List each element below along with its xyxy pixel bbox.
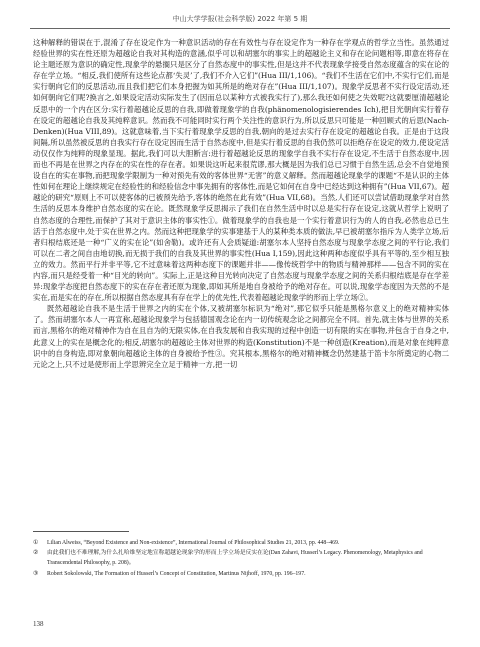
body-text xyxy=(33,37,449,370)
running-header: 中山大学学报(社会科学版) 2022 年第 5 期 xyxy=(172,15,308,23)
footnote-text: 由此我们也不难理解,为什么扎哈维坚定地宣称超越论现象学的形而上学立场是反实在论(Dan Zahavi, Husserl’s Legacy. Phenomenology, Metaphysics and Transcendental Philosophy, p. 208)。 xyxy=(47,550,423,567)
footnote-2 xyxy=(33,548,449,568)
page-number: 138 xyxy=(33,620,44,628)
footnotes xyxy=(33,538,449,579)
footnote-divider xyxy=(33,531,129,532)
footnote-text: Robert Sokolowski, The Formation of Husserl’s Concept of Constitution, Martinus Nijhoff, 1970, pp. 196–197. xyxy=(47,570,306,577)
footnote-marker: ② xyxy=(33,550,39,557)
footnote-1 xyxy=(33,538,449,548)
footnote-marker: ③ xyxy=(33,570,39,577)
footnote-marker: ① xyxy=(33,540,39,546)
footnote-3 xyxy=(33,569,449,579)
footnote-text: Lilian Alweiss, “Beyond Existence and Non-existence”, International Journal of Philosophical Studies 21, 2013, pp. 448–469. xyxy=(47,540,340,546)
paragraph-2: 既然超越论自我不是生活于世界之内的实在个体,又被胡塞尔标识为“绝对”,那它似乎只能是黑格尔意义上的绝对精神实体了。然而胡塞尔本人一再宣称,超越论现象学与包括德国观念论在内一切传统观念论之间都完全不同。首先,就主体与世界的关系而言,黑格尔的绝对精神作为自在且自为的无限实体,在自我发展和自我实现的过程中创造一切有限的实在事物,并包含于自身之中,此意义上的实在是概念化的;相反,胡塞尔的超越论主体对世界的构造(Konstitution)不是一种创造(Kreation),而是对象在纯粹意识中的自身构造,即对象朝向超越论主体的自身被给予性③。究其根本,黑格尔的绝对精神概念仍然建基于笛卡尔所奠定的心物二元论之上,只不过是使形而上学思辨完全立足于精神一方,把一切 xyxy=(33,304,449,369)
header-divider xyxy=(30,28,450,29)
paragraph-1: 这种解释的错误在于,混淆了存在设定作为一种意识活动的存在有效性与存在设定作为一种存在学观点的哲学立当性。虽然通过经验世界的实在性还原为超越论自我对其构造的意涵,似乎可以和胡塞尔的事实上的超越论主义和存在论问题相等,即意在将存在论主题还原为意识的确定性,现象学的悬搁只是区分了自然态度中的事实性,但是这并不代表现象学接受自然态度蕴含的实在论的存在学立场。“相反,我们使所有这些论点都‘失灵’了,我们不介入它们”(Hua III/1,106)。“我们不生活在它们中,不实行它们,而是实行朝向它们的反思活动,而且我们把它们本身把握为如其所是的绝对存在”(Hua III/1,107)。现象学反思者不实行设定活动,还如何朝向它们呢?换言之,如果设定活动实际发生了(因而总以某种方式被我实行了),那么我还如何使之失效呢?这就要厘清超越论反思中的一个内在区分:实行着超越论反思的自我,即做着现象学的自我(phänomenologisierendes Ich),把目光朝向实行着存在设定的超越论自我及其纯粹意识。然而我不可能同时实行两个关注性的意识行为,所以反思只可能是一种回顾式的后思(Nach-Denken)(Hua VIII,89)。这就意味着,当下实行着现象学反思的自我,朝向的是过去实行存在设定的超越论自我。正是由于这段间隔,所以虽然被反思的自我实行存在设定因而生活于自然态度中,但是实行着反思的自我仍然可以拒绝存在设定的效力,使设定活动仅仅作为纯粹的现象显现。据此,我们可以大胆断言:进行着超越论反思的现象学自我不实行存在设定,不生活于自然态度中,因而也不再是在世界之内存在的实在性的存在者。如果说这听起来很荒谬,那大概是因为我们总已习惯于自然生活,总会不自觉地预设自在的实在事物,而把现象学限制为一种对预先有效的客体世界“无害”的意义解释。然而超越论现象学的课题“不是认识的主体性如何在理论上继续规定在经验性的和经验信念中事先拥有的客体性,而是它如何在自身中已经达到这种拥有”(Hua VII,67)。超越论的研究“原则上不可以使客体的已被预先给予,客体的绝然在此有效”(Hua VII,68)。当然,人们还可以尝试借助现象学对自然生活的反思本身维护自然态度的实在论。既然现象学反思揭示了我们在自然生活中时以总是实行存在设定,这就从哲学上说明了自然态度的合理性,而保护了其对于意识主体的事实性①。做着现象学的自我也是一个实行着意识行为的人的自我,必然也总已生活于自然态度中,处于实在世界之内。然而这种把现象学的实事建基于人的某种类本质的做法,早已被胡塞尔指斥为人类学立场,后者归根结底还是一种“广义的实在论”(如舍勒)。或许还有人会质疑道:胡塞尔本人坚持自然态度与现象学态度之间的平行论,我们可以在二者之间自由地切换,而无损于我们的自我及其世界的事实性(Hua I,159),因此这种两种态度似乎具有平等的,至少相互独立的效力。然而平行并非平等,它不过意味着这两种态度下的课题并非——像传统哲学中的物质与精神那样——包含不同的实在内容,而只是经受着一种“目光的转向”。实际上,正是这种目光转向决定了自然态度与现象学态度之间的关系归根结底是存在学差异:现象学态度把自然态度下的实在存在者还原为现象,即如其所是地自身被给予的绝对存在。可以说,现象学态度因为天然的不是实在,而是实在的存在,所以根据自然态度具有存在学上的优先性,代表着超越论现象学的形而上学立场②。 xyxy=(33,38,449,303)
